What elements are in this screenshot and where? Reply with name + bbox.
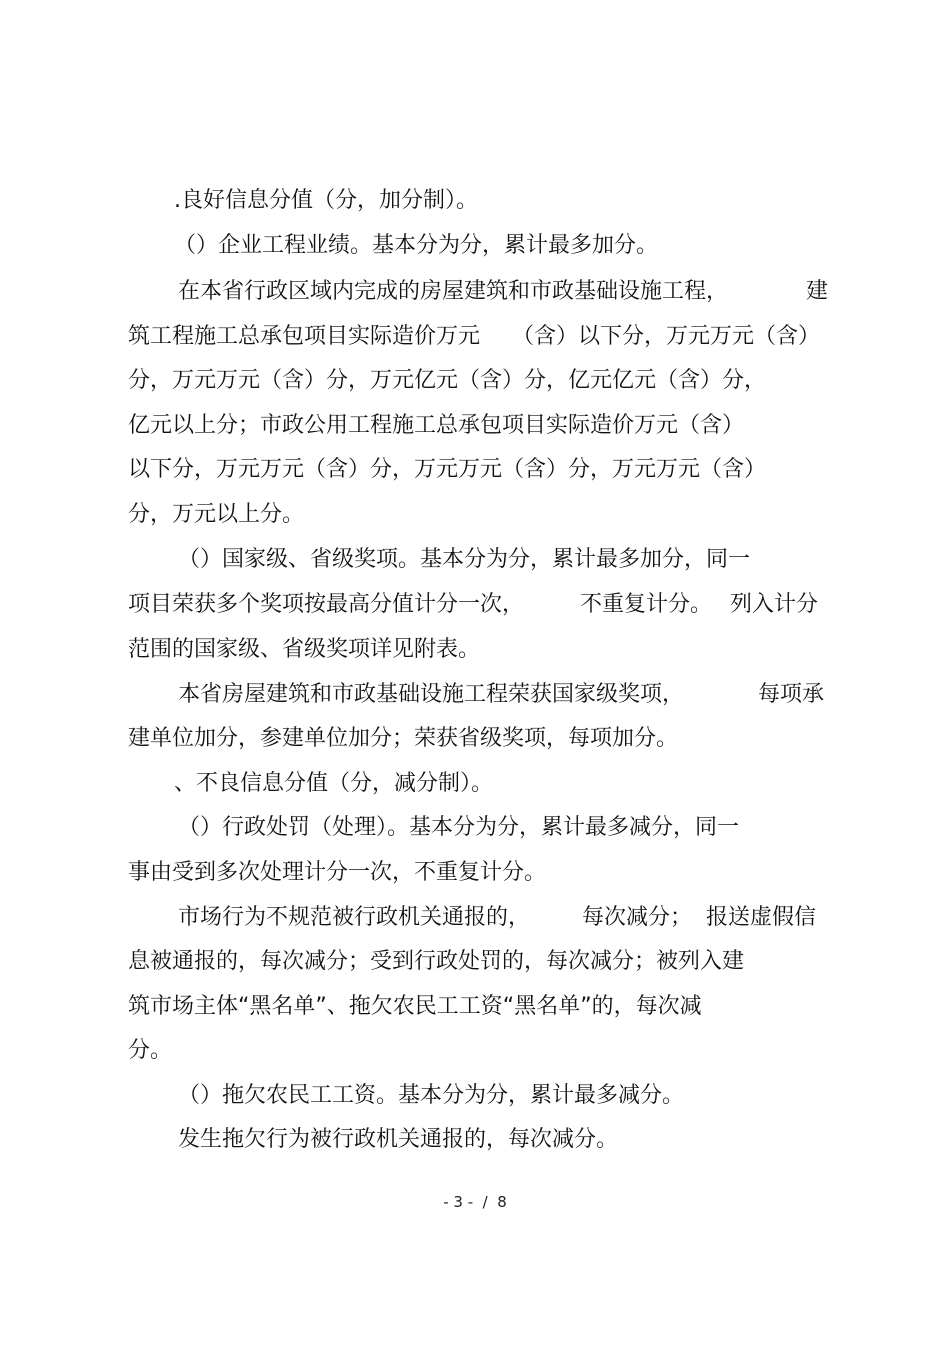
text-line: 息被通报的，每次减分；受到行政处罚的，每次减分；被列入建 (128, 949, 745, 974)
text-line: 报送虚假信 (706, 905, 817, 930)
text-line: 、不良信息分值（分，减分制）。 (174, 771, 494, 796)
text-line: 每项承 (758, 682, 825, 707)
page-number: - 3 - / 8 (443, 1193, 507, 1211)
text-line: 建 (806, 279, 829, 304)
text-line: （）国家级、省级奖项。基本分为分，累计最多加分，同一 (178, 547, 751, 572)
text-line: 发生拖欠行为被行政机关通报的，每次减分。 (178, 1127, 619, 1152)
text-line: 分。 (128, 1038, 173, 1063)
text-line: 不重复计分。 (580, 592, 713, 617)
text-line: （）企业工程业绩。基本分为分，累计最多加分。 (174, 233, 659, 258)
text-line: 项目荣获多个奖项按最高分值计分一次， (128, 592, 525, 617)
text-line: 建单位加分，参建单位加分；荣获省级奖项，每项加分。 (128, 726, 679, 751)
text-line: （）拖欠农民工工资。基本分为分，累计最多减分。 (178, 1083, 685, 1108)
text-line: 筑工程施工总承包项目实际造价万元 (128, 324, 481, 349)
text-line: 分，万元以上分。 (128, 502, 305, 527)
text-line: 以下分，万元万元（含）分，万元万元（含）分，万元万元（含） (128, 457, 767, 482)
text-line: 亿元以上分；市政公用工程施工总承包项目实际造价万元（含） (128, 413, 745, 438)
text-line: .良好信息分值（分，加分制）。 (174, 188, 478, 213)
text-line: （）行政处罚（处理）。基本分为分，累计最多减分，同一 (178, 815, 740, 840)
text-line: 筑市场主体“黑名单”、拖欠农民工工资“黑名单”的，每次减 (128, 994, 702, 1019)
text-line: 范围的国家级、省级奖项详见附表。 (128, 637, 481, 662)
text-line: （含）以下分，万元万元（含） (512, 324, 821, 349)
text-line: 本省房屋建筑和市政基础设施工程荣获国家级奖项， (178, 682, 685, 707)
text-line: 市场行为不规范被行政机关通报的， (178, 905, 531, 930)
text-line: 在本省行政区域内完成的房屋建筑和市政基础设施工程， (178, 279, 729, 304)
text-line: 列入计分 (730, 592, 819, 617)
text-line: 每次减分； (582, 905, 693, 930)
text-line: 分，万元万元（含）分，万元亿元（含）分，亿元亿元（含）分， (128, 368, 767, 393)
text-line: 事由受到多次处理计分一次，不重复计分。 (128, 860, 547, 885)
